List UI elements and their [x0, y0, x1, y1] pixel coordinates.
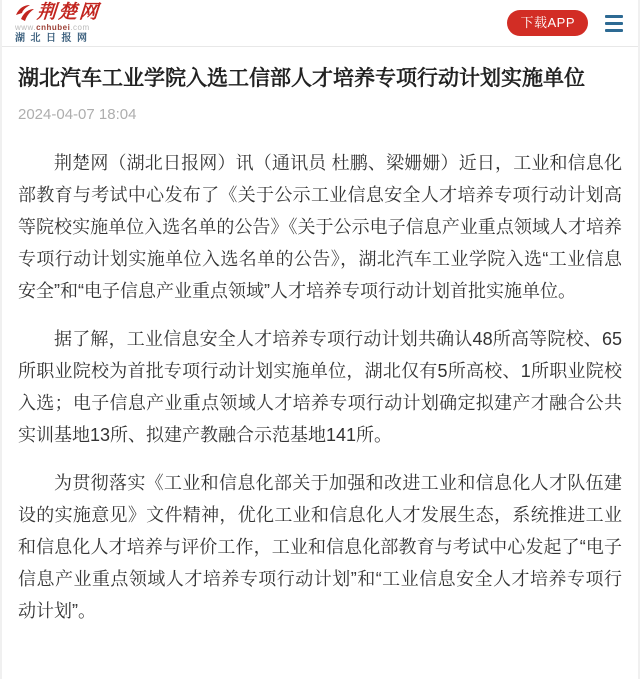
menu-icon-bar — [605, 15, 623, 18]
menu-icon-bar — [605, 29, 623, 32]
logo-url-prefix: www. — [15, 22, 37, 32]
logo-top-row — [15, 0, 101, 23]
logo-url — [15, 24, 100, 32]
menu-icon-bar — [605, 22, 623, 25]
page — [2, 0, 638, 679]
article-body — [18, 147, 622, 627]
logo-wordmark: 荆楚网 — [36, 0, 101, 23]
publish-date: 2024-04-07 18:04 — [18, 106, 137, 123]
logo-url-suffix: .com — [70, 22, 90, 32]
article-paragraph: 为贯彻落实《工业和信息化部关于加强和改进工业和信息化人才队伍建设的实施意见》文件精神，优化工业和信息化人才发展生态，系统推进工业和信息化人才培养与评价工作，工业和信息化部教育与考试中心发起了“电子信息产业重点领域人才培养专项行动计划”和“工业信息安全人才培养专项行动计划”。 — [18, 473, 622, 621]
article-container — [2, 64, 638, 627]
menu-icon[interactable] — [605, 15, 623, 32]
logo-subtitle: 湖北日报网 — [15, 32, 93, 44]
logo-url-name: cnhubei — [36, 22, 71, 32]
article-paragraph: 据了解，工业信息安全人才培养专项行动计划共确认48所高等院校、65所职业院校为首批专项行动计划实施单位，湖北仅有5所高校、1所职业院校入选；电子信息产业重点领域人才培养专项行动计划确定拟建产才融合公共实训基地13所、拟建产教融合示范基地141所。 — [18, 329, 622, 445]
article-title: 湖北汽车工业学院入选工信部人才培养专项行动计划实施单位 — [18, 67, 585, 90]
header-actions — [507, 10, 623, 36]
jingchu-swoosh-icon — [15, 4, 35, 22]
article-paragraph: 荆楚网（湖北日报网）讯（通讯员 杜鹏、梁姗姗）近日，工业和信息化部教育与考试中心发布了《关于公示工业信息安全人才培养专项行动计划高等院校实施单位入选名单的公告》《关于公示电子信息产业重点领域人才培养专项行动计划实施单位入选名单的公告》，湖北汽车工业学院入选“工业信息安全”和“电子信息产业重点领域”人才培养专项行动计划首批实施单位。 — [18, 153, 622, 301]
download-app-button[interactable]: 下载APP — [507, 10, 588, 36]
site-logo[interactable] — [15, 0, 101, 44]
site-header — [2, 0, 638, 47]
